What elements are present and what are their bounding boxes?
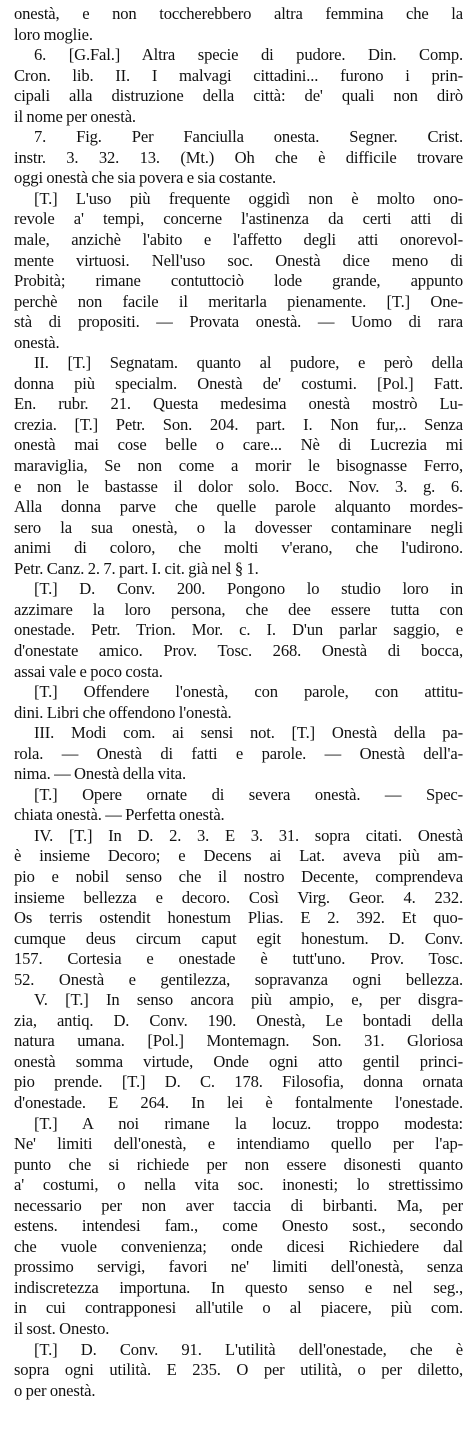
text-line: onestà somma virtude, Onde ogni atto gentil princi- <box>14 1051 463 1071</box>
text-line: nima. — Onestà della vita. <box>14 764 186 784</box>
text-line: II. [T.] Segnatam. quanto al pudore, e però della <box>34 353 463 373</box>
text-line: natura umana. [Pol.] Montemagn. Son. 31. Gloriosa <box>14 1031 463 1051</box>
text-line: insieme bellezza e decoro. Così Virg. Geor. 4. 232. <box>14 887 463 907</box>
text-line: chiata onestà. — Perfetta onestà. <box>14 805 225 825</box>
text-line: che vuole convenienza; onde dicesi Richiedere dal <box>14 1236 463 1256</box>
text-line: Os terris ostendit honestum Plias. E 2. 392. Et quo- <box>14 908 463 928</box>
text-line: indiscretezza importuna. In questo senso e nel seg., <box>14 1277 463 1297</box>
text-line: pio prende. [T.] D. C. 178. Filosofia, donna ornata <box>14 1072 463 1092</box>
text-line: En. rubr. 21. Questa medesima onestà mostrò Lu- <box>14 394 463 414</box>
text-line: o per onestà. <box>14 1380 96 1400</box>
text-line: Ne' limiti dell'onestà, e intendiamo quello per l'ap- <box>14 1134 463 1154</box>
text-line: onestade. Petr. Trion. Mor. c. I. D'un parlar saggio, e <box>14 620 463 640</box>
text-line: estens. intendesi fam., come Onesto sost., secondo <box>14 1216 463 1236</box>
text-line: il sost. Onesto. <box>14 1319 110 1338</box>
text-line: azzimare la loro persona, che dee essere tutta con <box>14 599 463 619</box>
text-line: Alla donna parve che quelle parole alquanto mordes- <box>14 497 463 517</box>
text-line: pio e nobil senso che il nostro Decente, comprendeva <box>14 866 463 886</box>
text-line: dini. Libri che offendono l'onestà. <box>14 702 232 722</box>
text-line: onestà. <box>14 332 60 352</box>
text-line: d'onestate amico. Prov. Tosc. 268. Onestà di bocca, <box>14 640 463 660</box>
text-line: mente virtuosi. Nell'uso soc. Onestà dice meno di <box>14 250 463 270</box>
text-line: 52. Onestà e gentilezza, sopravanza ogni bellezza. <box>14 969 463 989</box>
text-line: maraviglia, Se non come a morir le bisognasse Ferro, <box>14 456 463 476</box>
text-line: stà di propositi. — Provata onestà. — Uomo di rara <box>14 312 463 332</box>
text-line: [T.] A noi rimane la locuz. troppo modesta: <box>34 1113 463 1133</box>
text-line: cipali alla distruzione della città: de' quali non dirò <box>14 86 463 106</box>
text-line: sero la sua onestà, o la dovesser contaminare negli <box>14 517 463 537</box>
text-line: onestà mai cose belle o care... Nè di Lucrezia mi <box>14 435 463 455</box>
text-line: donna più specialm. Onestà de' costumi. [Pol.] Fatt. <box>14 373 463 393</box>
text-line: e non le bastasse il dolor solo. Bocc. Nov. 3. g. 6. <box>14 476 463 496</box>
text-line: 6. [G.Fal.] Altra specie di pudore. Din. Comp. <box>34 45 463 65</box>
text-line: Petr. Canz. 2. 7. part. I. cit. già nel § 1. <box>14 558 259 578</box>
text-line: a' costumi, o nella vita soc. inonesti; lo strettissimo <box>14 1175 463 1195</box>
text-line: 157. Cortesia e onestade è tutt'uno. Prov. Tosc. <box>14 949 463 969</box>
text-line: [T.] D. Conv. 91. L'utilità dell'onestade, che è <box>34 1339 463 1359</box>
text-line: V. [T.] In senso ancora più ampio, e, per disgra- <box>34 990 463 1010</box>
text-line: male, anzichè l'abito e l'affetto degli atti onorevol- <box>14 230 463 250</box>
text-line: oggi onestà che sia povera e sia costante. <box>14 168 277 188</box>
text-line: loro moglie. <box>14 24 93 44</box>
text-line: IV. [T.] In D. 2. 3. E 3. 31. sopra citati. Onestà <box>34 825 463 845</box>
text-line: assai vale e poco costa. <box>14 661 163 681</box>
text-line: il nome per onestà. <box>14 106 136 126</box>
text-line: punto che si richiede per non essere disonesti quanto <box>14 1154 463 1174</box>
text-line: [T.] Opere ornate di severa onestà. — Spec- <box>34 784 463 804</box>
text-line: perchè non facile il meritarla pienamente. [T.] One- <box>14 291 463 311</box>
text-line: zia, antiq. D. Conv. 190. Onestà, Le bontadi della <box>14 1010 463 1030</box>
text-line: 7. Fig. Per Fanciulla onesta. Segner. Crist. <box>34 127 463 147</box>
text-line: revole a' tempi, concerne l'astinenza da certi atti di <box>14 209 463 229</box>
text-line: è insieme Decoro; e Decens ai Lat. aveva più am- <box>14 846 463 866</box>
text-line: crezia. [T.] Petr. Son. 204. part. I. Non fur,.. Senza <box>14 414 463 434</box>
text-line: d'onestade. E 264. In lei è fontalmente l'onestade. <box>14 1092 463 1112</box>
text-line: [T.] D. Conv. 200. Pongono lo studio loro in <box>34 579 463 599</box>
text-line: instr. 3. 32. 13. (Mt.) Oh che è difficile trovare <box>14 147 463 167</box>
text-line: sopra ogni utilità. E 235. O per utilità, o per diletto, <box>14 1360 463 1380</box>
text-line: Probità; rimane contuttociò lode grande, appunto <box>14 271 463 291</box>
text-line: onestà, e non toccherebbero altra femmina che la <box>14 4 463 23</box>
text-line: prossimo servigi, favori ne' limiti dell'onestà, senza <box>14 1257 463 1277</box>
text-line: in cui contrapponesi all'utile o al piacere, più com. <box>14 1298 463 1318</box>
text-line: cumque deus circum caput egit honestum. D. Conv. <box>14 928 463 948</box>
text-line: [T.] Offendere l'onestà, con parole, con attitu- <box>34 682 463 702</box>
text-line: necessario per non aver taccia di birbanti. Ma, per <box>14 1195 463 1215</box>
text-line: III. Modi com. ai sensi not. [T.] Onestà della pa- <box>34 723 463 743</box>
text-line: Cron. lib. II. I malvagi cittadini... furono i prin- <box>14 65 463 85</box>
text-line: rola. — Onestà di fatti e parole. — Onestà dell'a- <box>14 743 463 763</box>
text-line: [T.] L'uso più frequente oggidì non è molto ono- <box>34 188 463 208</box>
text-line: animi di coloro, che molti v'erano, che l'udirono. <box>14 538 463 558</box>
